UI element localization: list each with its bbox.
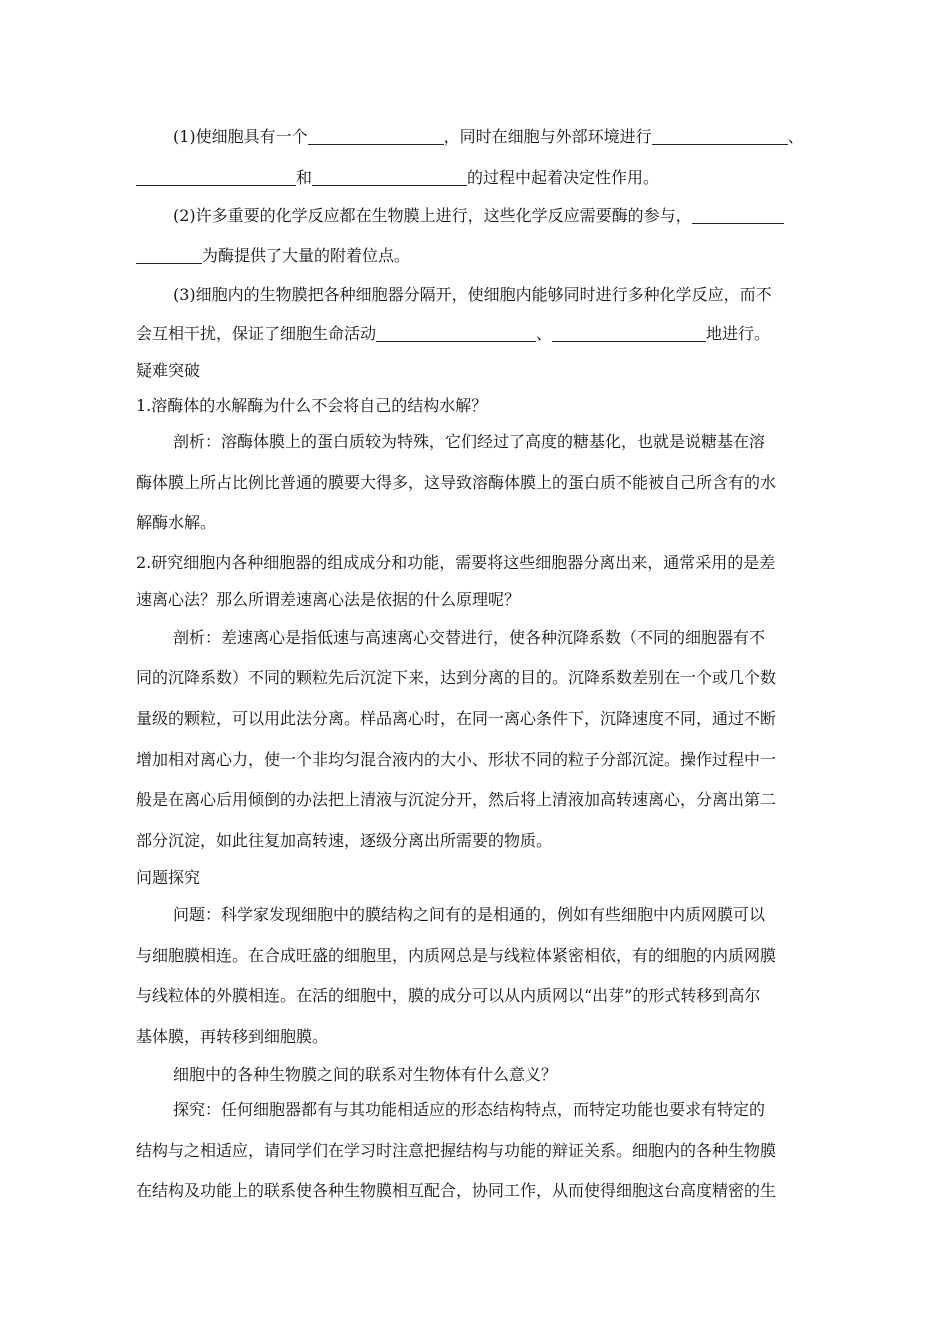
explore-line: 结构与之相适应，请同学们在学习时注意把握结构与功能的辩证关系。细胞内的各种生物膜: [136, 1141, 777, 1160]
answer-blank[interactable]: [136, 247, 202, 264]
answer-blank[interactable]: [312, 169, 467, 186]
explore-line: 探究：任何细胞器都有与其功能相适应的形态结构特点，而特定功能也要求有特定的: [173, 1100, 766, 1119]
problem-line: 问题：科学家发现细胞中的膜结构之间有的是相通的，例如有些细胞中内质网膜可以: [173, 905, 766, 924]
item-1-text-e: 的过程中起着决定性作用。: [467, 168, 660, 187]
item-3-text-c: 地进行。: [706, 324, 771, 343]
answer-blank[interactable]: [308, 128, 444, 145]
fill-in-item-3-line-2: [136, 324, 770, 344]
item-1-text-b: ，同时在细胞与外部环境进行: [443, 127, 652, 146]
analysis-2-line: 部分沉淀，如此往复加高转速，逐级分离出所需要的物质。: [136, 831, 553, 850]
item-1-text-c: 、: [787, 127, 804, 146]
answer-blank[interactable]: [692, 207, 784, 224]
answer-blank[interactable]: [552, 325, 706, 342]
problem-line: 与线粒体的外膜相连。在活的细胞中，膜的成分可以从内质网以“出芽”的形式转移到高尔: [136, 986, 761, 1005]
analysis-1-line: 酶体膜上所占比例比普通的膜要大得多，这导致溶酶体膜上的蛋白质不能被自己所含有的水: [136, 473, 777, 492]
analysis-2-line: 剖析：差速离心是指低速与高速离心交替进行，使各种沉降系数（不同的细胞器有不: [173, 628, 766, 647]
question-1: 1.溶酶体的水解酶为什么不会将自己的结构水解？: [136, 396, 488, 415]
item-3-line-1: (3)细胞内的生物膜把各种细胞器分隔开，使细胞内能够同时进行多种化学反应，而不: [173, 285, 772, 304]
item-1-text-a: (1)使细胞具有一个: [173, 127, 308, 146]
fill-in-item-1-line-1: [173, 127, 804, 147]
answer-blank[interactable]: [652, 128, 788, 145]
analysis-2-line: 般是在离心后用倾倒的办法把上清液与沉淀分开，然后将上清液加高转速离心，分离出第二: [136, 790, 777, 809]
answer-blank[interactable]: [376, 325, 536, 342]
answer-blank[interactable]: [136, 169, 296, 186]
analysis-2-line: 增加相对离心力，使一个非均匀混合液内的大小、形状不同的粒子分部沉淀。操作过程中一: [136, 750, 777, 769]
section-heading: 问题探究: [136, 868, 201, 887]
item-2-text-a: (2)许多重要的化学反应都在生物膜上进行，这些化学反应需要酶的参与，: [173, 206, 692, 225]
fill-in-item-2-line-2: [136, 246, 410, 266]
fill-in-item-2-line-1: [173, 206, 784, 226]
item-3-text-a: 会互相干扰，保证了细胞生命活动: [136, 324, 377, 343]
analysis-1-line: 剖析：溶酶体膜上的蛋白质较为特殊，它们经过了高度的糖基化，也就是说糖基在溶: [173, 432, 766, 451]
explore-line: 在结构及功能上的联系使各种生物膜相互配合，协同工作，从而使得细胞这台高度精密的生: [136, 1181, 777, 1200]
question-2-line: 2.研究细胞内各种细胞器的组成成分和功能，需要将这些细胞器分离出来，通常采用的是差: [136, 553, 776, 572]
analysis-2-line: 量级的颗粒，可以用此法分离。样品离心时，在同一离心条件下，沉降速度不同，通过不断: [136, 709, 777, 728]
item-3-text-b: 、: [536, 324, 553, 343]
item-1-text-d: 和: [296, 168, 313, 187]
question-2-line: 速离心法？那么所谓差速离心法是依据的什么原理呢？: [136, 590, 521, 609]
analysis-1-line: 解酶水解。: [136, 513, 217, 532]
analysis-2-line: 同的沉降系数）不同的颗粒先后沉淀下来，达到分离的目的。沉降系数差别在一个或几个数: [136, 668, 777, 687]
item-2-text-b: 为酶提供了大量的附着位点。: [202, 246, 411, 265]
discussion-question: 细胞中的各种生物膜之间的联系对生物体有什么意义？: [173, 1065, 558, 1084]
problem-line: 与细胞膜相连。在合成旺盛的细胞里，内质网总是与线粒体紧密相依，有的细胞的内质网膜: [136, 946, 777, 965]
section-heading: 疑难突破: [136, 361, 201, 380]
problem-line: 基体膜，再转移到细胞膜。: [136, 1027, 329, 1046]
fill-in-item-1-line-2: [136, 168, 659, 188]
